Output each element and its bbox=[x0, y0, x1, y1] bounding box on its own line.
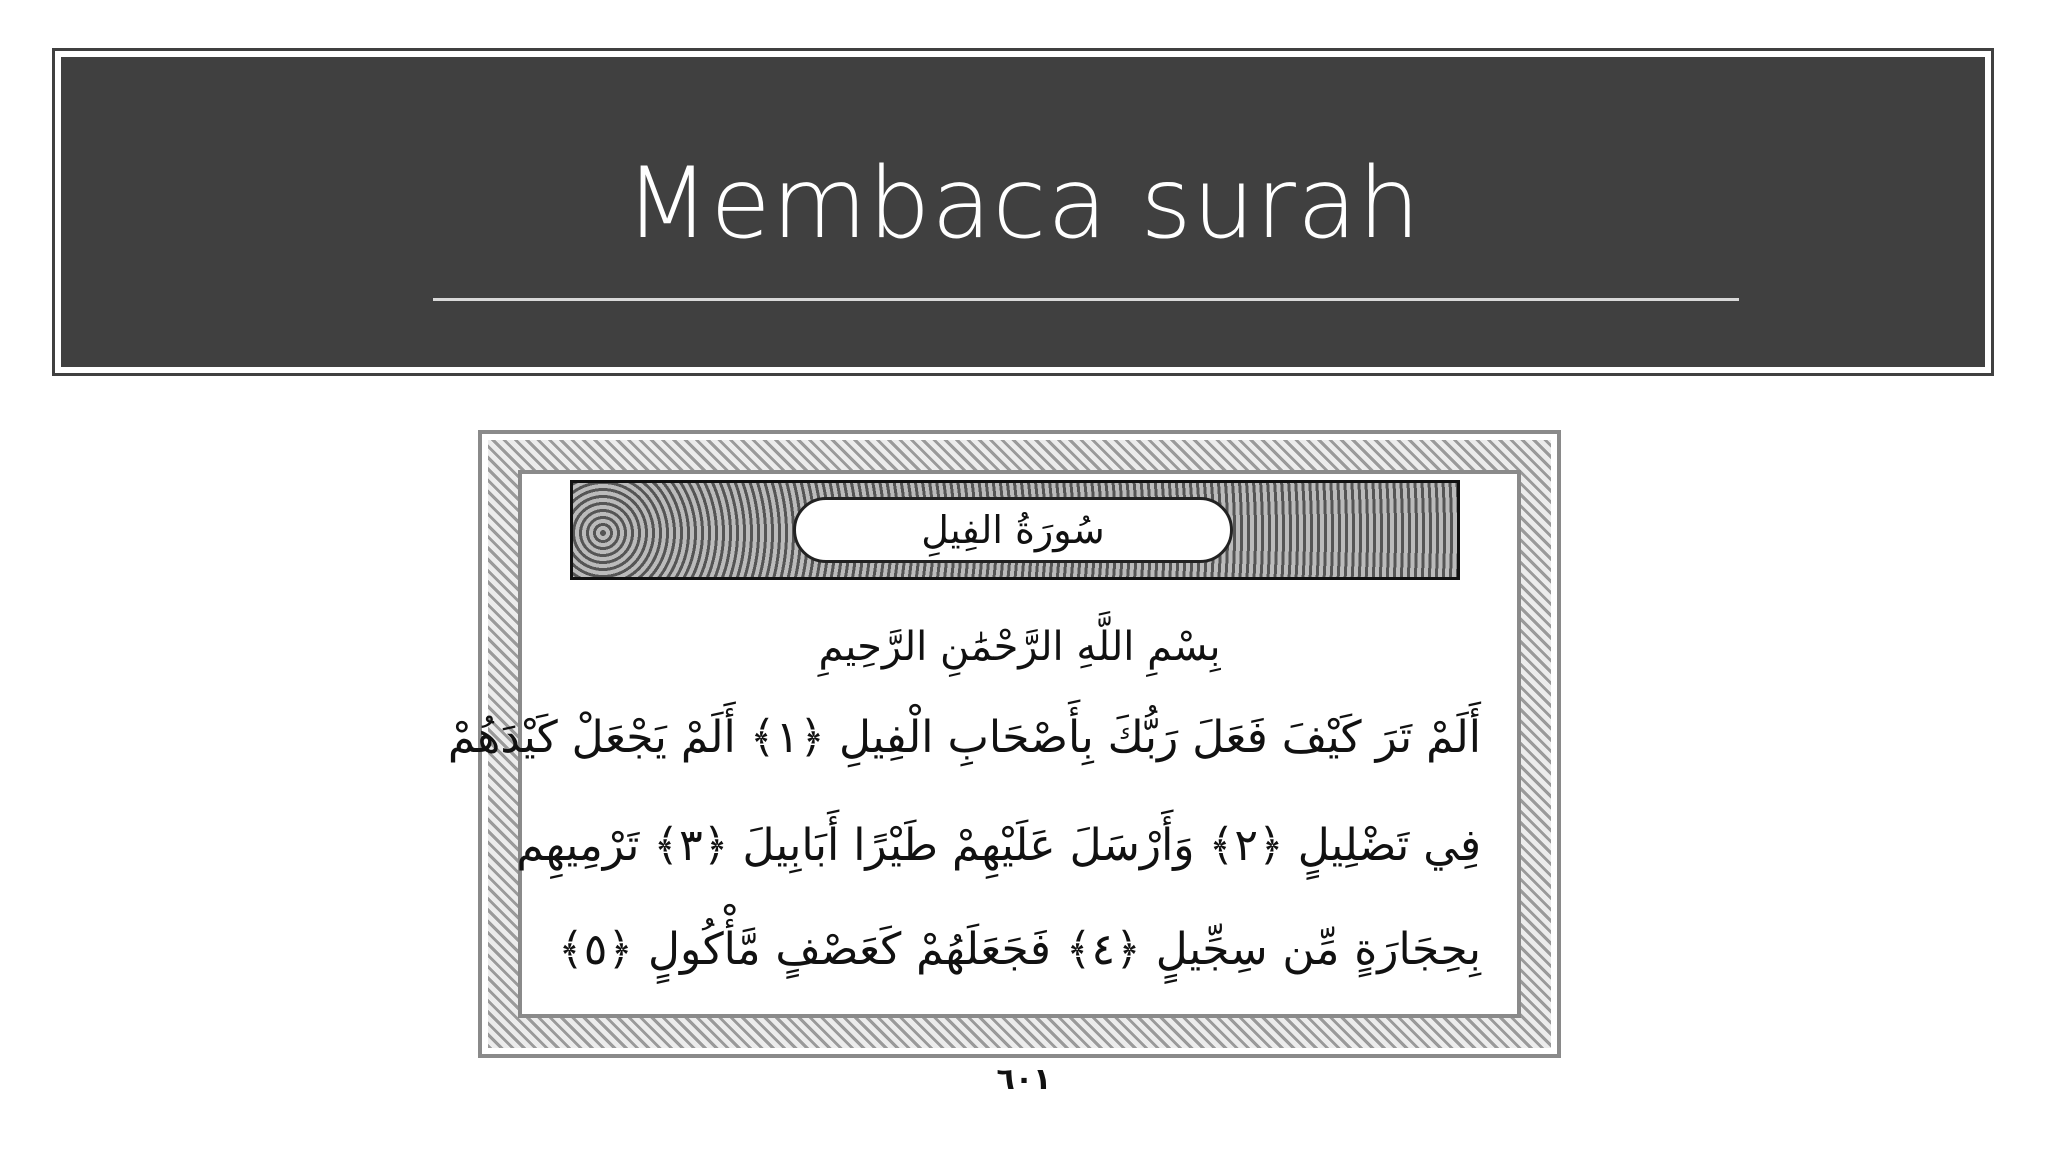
surah-text-panel bbox=[447, 470, 1521, 1018]
ornamental-border bbox=[447, 440, 1551, 1048]
surah-image bbox=[447, 430, 1561, 1058]
basmala: بِسْمِ اللَّهِ الرَّحْمَٰنِ الرَّحِيمِ bbox=[818, 624, 1221, 670]
mushaf-page-number: ٦٠١ bbox=[996, 1062, 1052, 1097]
title-underline bbox=[433, 298, 1739, 301]
verse-line-3: بِحِجَارَةٍ مِّن سِجِّيلٍ ﴿٤﴾ فَجَعَلَهُمْ كَعَصْفٍ مَّأْكُولٍ ﴿٥﴾ bbox=[558, 924, 1481, 975]
surah-name-cartouche: سُورَةُ الفِيلِ bbox=[793, 497, 1233, 563]
surah-header-ornament bbox=[570, 480, 1460, 580]
slide-title: Membaca surah bbox=[624, 147, 1422, 261]
verse-line-1: أَلَمْ تَرَ كَيْفَ فَعَلَ رَبُّكَ بِأَصْحَابِ الْفِيلِ ﴿١﴾ أَلَمْ يَجْعَلْ كَيْدَهُمْ bbox=[447, 712, 1481, 763]
title-banner-fill bbox=[61, 57, 1985, 367]
verse-line-2: فِي تَضْلِيلٍ ﴿٢﴾ وَأَرْسَلَ عَلَيْهِمْ طَيْرًا أَبَابِيلَ ﴿٣﴾ تَرْمِيهِم bbox=[516, 820, 1481, 871]
title-banner bbox=[52, 48, 1994, 376]
